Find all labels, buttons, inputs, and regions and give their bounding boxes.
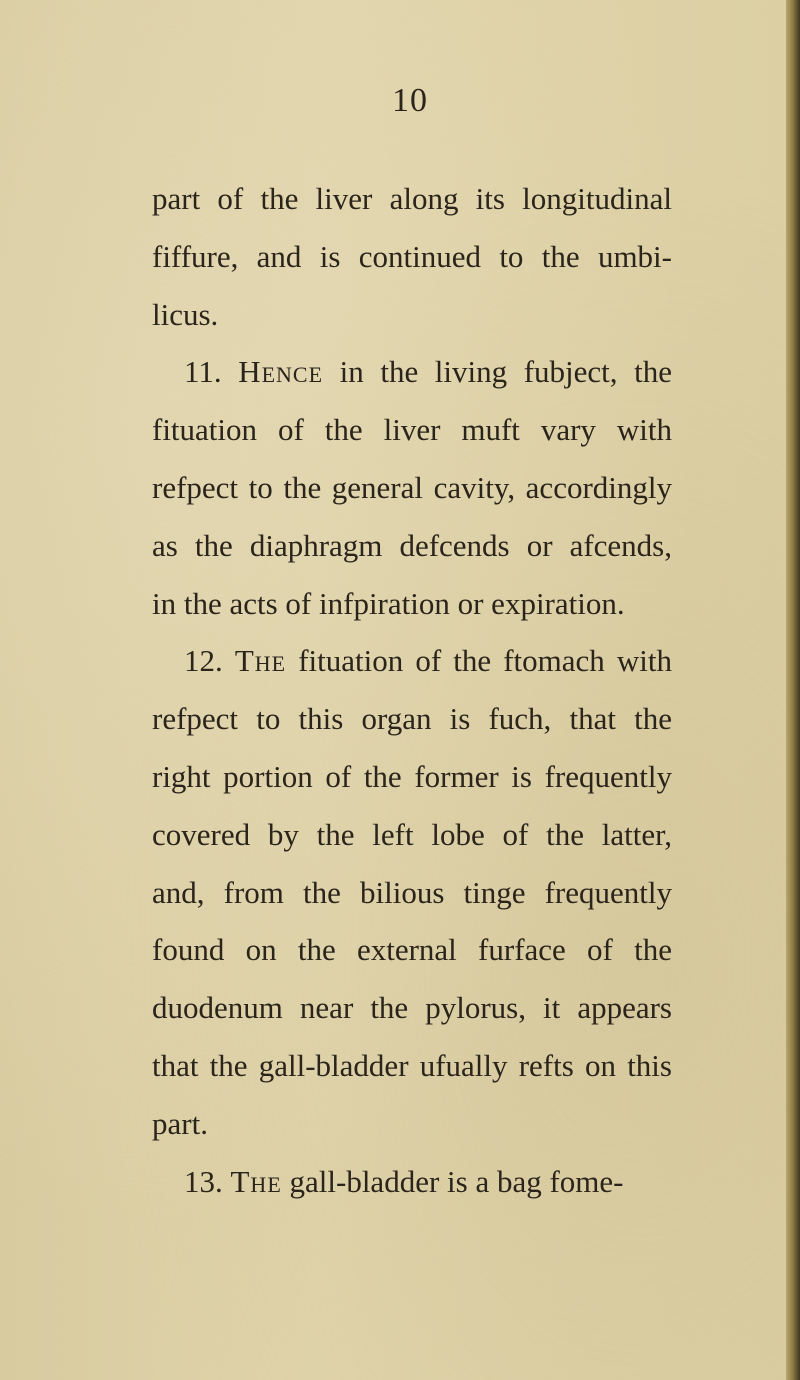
- body-text: [152, 170, 672, 1210]
- text-line: as the diaphragm defcends or afcends,: [152, 527, 672, 563]
- paragraph-lead-word: The: [230, 1163, 282, 1199]
- text-line: covered by the left lobe of the latter,: [152, 816, 672, 852]
- paragraph-number: 11.: [184, 354, 239, 390]
- text-line: found on the external furface of the: [152, 932, 672, 968]
- text-line: fiffure, and is continued to the umbi-: [152, 238, 672, 274]
- text-line: licus.: [152, 296, 219, 332]
- line-rest: fituation of the ftomach with: [286, 643, 672, 679]
- text-line: in the acts of infpiration or expiration.: [152, 585, 625, 621]
- line-rest: gall-bladder is a bag fome-: [281, 1163, 624, 1199]
- paragraph-12-first-line: [152, 632, 672, 690]
- text-line: and, from the bilious tinge frequently: [152, 874, 672, 910]
- page-number: 10: [392, 82, 428, 119]
- text-line: right portion of the former is frequently: [152, 758, 672, 794]
- text-line: that the gall-bladder ufually refts on this: [152, 1047, 672, 1083]
- paragraph-number: 13.: [184, 1163, 231, 1199]
- text-line: fituation of the liver muft vary with: [152, 412, 672, 448]
- text-line: part.: [152, 1105, 208, 1141]
- paragraph-13-first-line: [152, 1153, 672, 1211]
- text-line: duodenum near the pylorus, it appears: [152, 990, 672, 1026]
- text-line: part of the liver along its longitudinal: [152, 181, 672, 216]
- paragraph-lead-word: The: [234, 643, 287, 679]
- page-edge-shadow: [786, 0, 800, 1380]
- paragraph-number: 12.: [184, 643, 235, 679]
- text-line: refpect to this organ is fuch, that the: [152, 701, 672, 737]
- text-line: refpect to the general cavity, accordingly: [152, 469, 672, 505]
- line-rest: in the living fubject, the: [323, 354, 672, 390]
- paragraph-lead-word: Hence: [238, 354, 324, 390]
- paragraph-11-first-line: [152, 343, 672, 401]
